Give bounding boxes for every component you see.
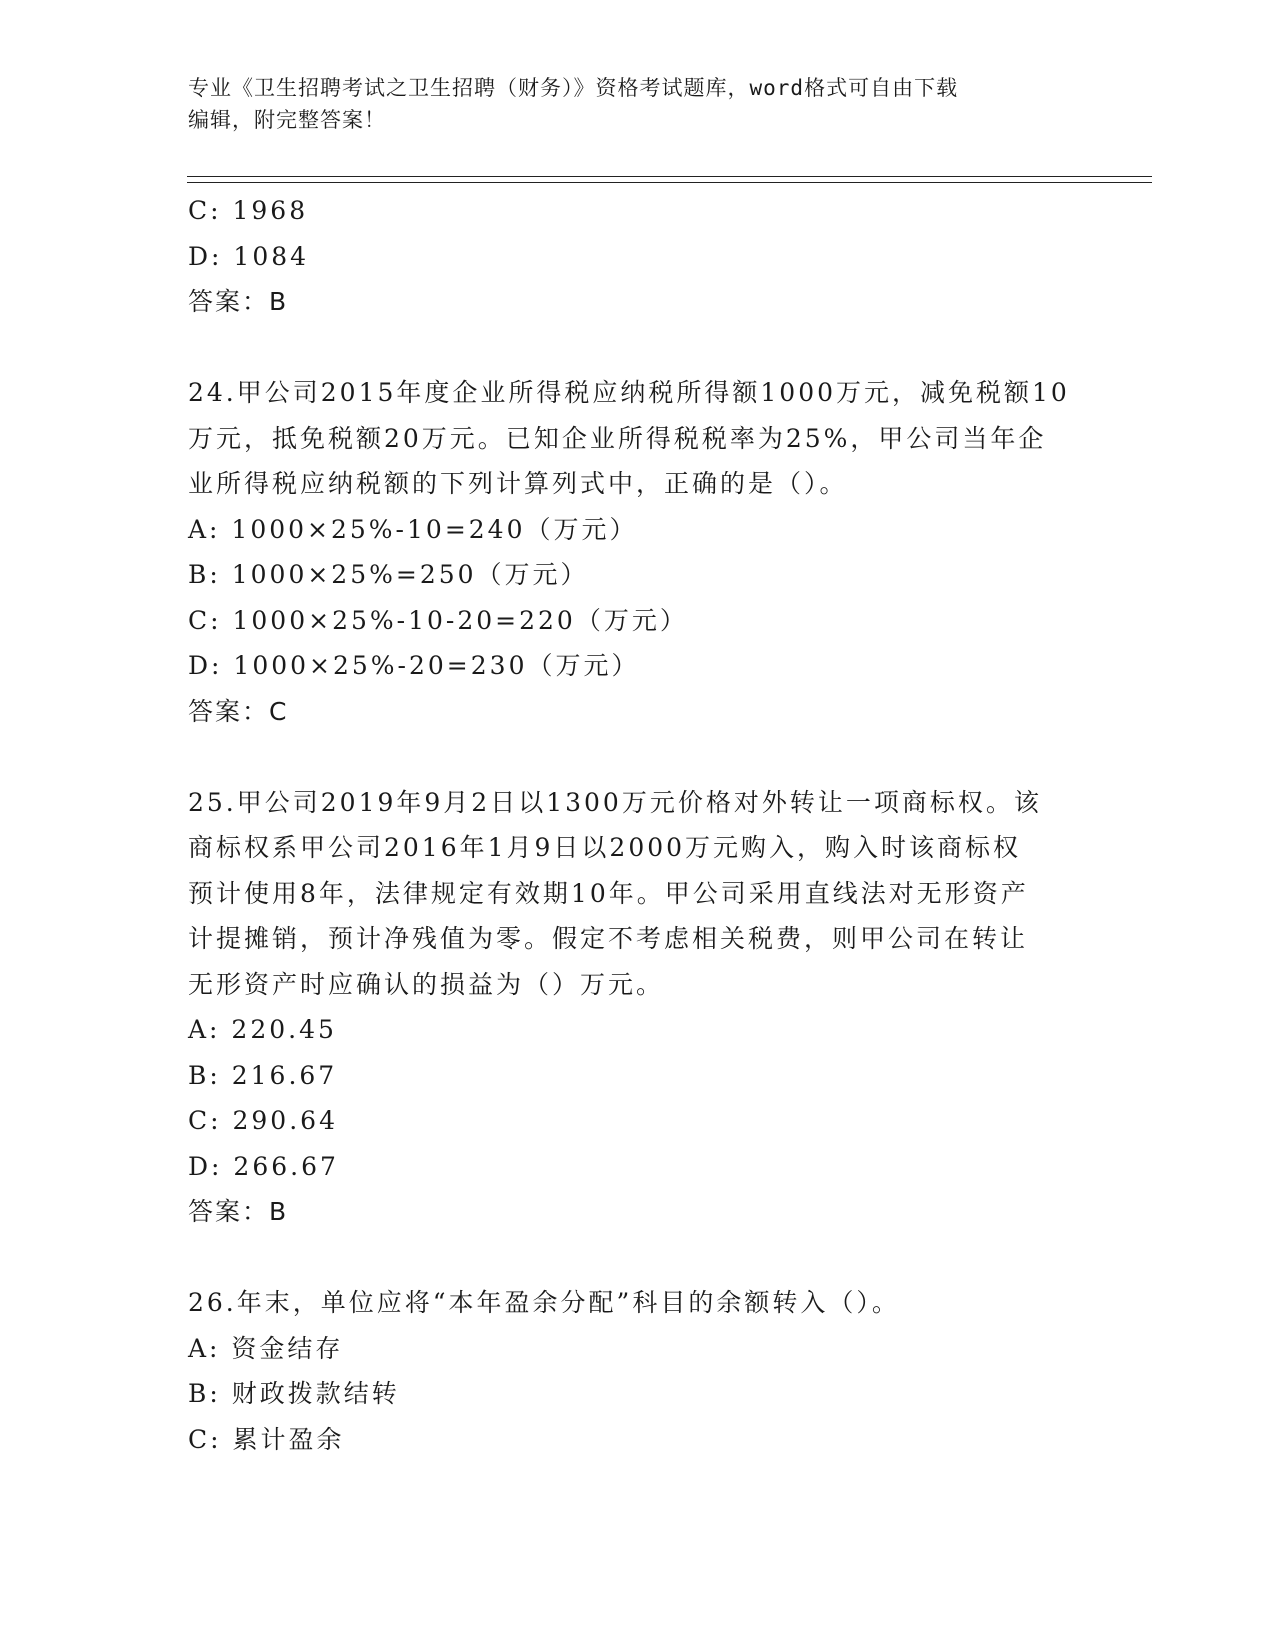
question-content — [188, 188, 1088, 1462]
answer-line: 答案：B — [188, 287, 289, 316]
question-stem-line: 25.甲公司2019年9月2日以1300万元价格对外转让一项商标权。该 — [188, 787, 1042, 817]
spacer — [188, 1235, 1088, 1281]
option-b: B: 财政拨款结转 — [188, 1379, 400, 1408]
option-c: C: 290.64 — [188, 1106, 338, 1135]
option-d: D: 266.67 — [188, 1151, 339, 1181]
option-a: A: 1000×25%-10=240（万元） — [188, 514, 638, 544]
option-c: C: 累计盈余 — [188, 1424, 345, 1454]
option-b: B: 216.67 — [188, 1060, 338, 1090]
question-stem-line: 预计使用8年，法律规定有效期10年。甲公司采用直线法对无形资产 — [188, 878, 1029, 908]
header-divider-bottom — [187, 182, 1152, 183]
question-stem-line: 商标权系甲公司2016年1月9日以2000万元购入，购入时该商标权 — [188, 833, 1022, 862]
question-stem-line: 无形资产时应确认的损益为（）万元。 — [188, 969, 665, 999]
question-stem-line: 计提摊销，预计净残值为零。假定不考虑相关税费，则甲公司在转让 — [188, 924, 1029, 953]
option-d: D: 1000×25%-20=230（万元） — [188, 651, 640, 680]
question-24 — [188, 370, 1088, 734]
option-a: A: 资金结存 — [188, 1333, 344, 1363]
header-divider-top — [187, 176, 1152, 177]
option-c: C: 1000×25%-10-20=220（万元） — [188, 605, 688, 635]
option-d: D: 1084 — [188, 241, 310, 271]
spacer — [188, 325, 1088, 371]
spacer — [188, 734, 1088, 780]
question-stem-line: 万元，抵免税额20万元。已知企业所得税税率为25%，甲公司当年企 — [188, 423, 1047, 453]
question-stem-line: 24.甲公司2015年度企业所得税应纳税所得额1000万元，减免税额10 — [188, 378, 1070, 407]
question-stem-line: 业所得税应纳税额的下列计算列式中，正确的是（）。 — [188, 469, 848, 498]
question-26 — [188, 1280, 1088, 1462]
option-c: C: 1968 — [188, 196, 309, 225]
question-23 — [188, 188, 1088, 325]
header-line-1: 专业《卫生招聘考试之卫生招聘（财务）》资格考试题库，word格式可自由下载 — [188, 76, 959, 100]
answer-line: 答案：C — [188, 696, 289, 726]
page-header — [188, 72, 1088, 136]
answer-line: 答案：B — [188, 1197, 289, 1226]
question-stem-line: 26.年末，单位应将“本年盈余分配”科目的余额转入（）。 — [188, 1288, 900, 1317]
header-line-2: 编辑，附完整答案！ — [188, 108, 386, 132]
option-b: B: 1000×25%=250（万元） — [188, 560, 589, 589]
option-a: A: 220.45 — [188, 1015, 337, 1044]
question-25 — [188, 780, 1088, 1235]
